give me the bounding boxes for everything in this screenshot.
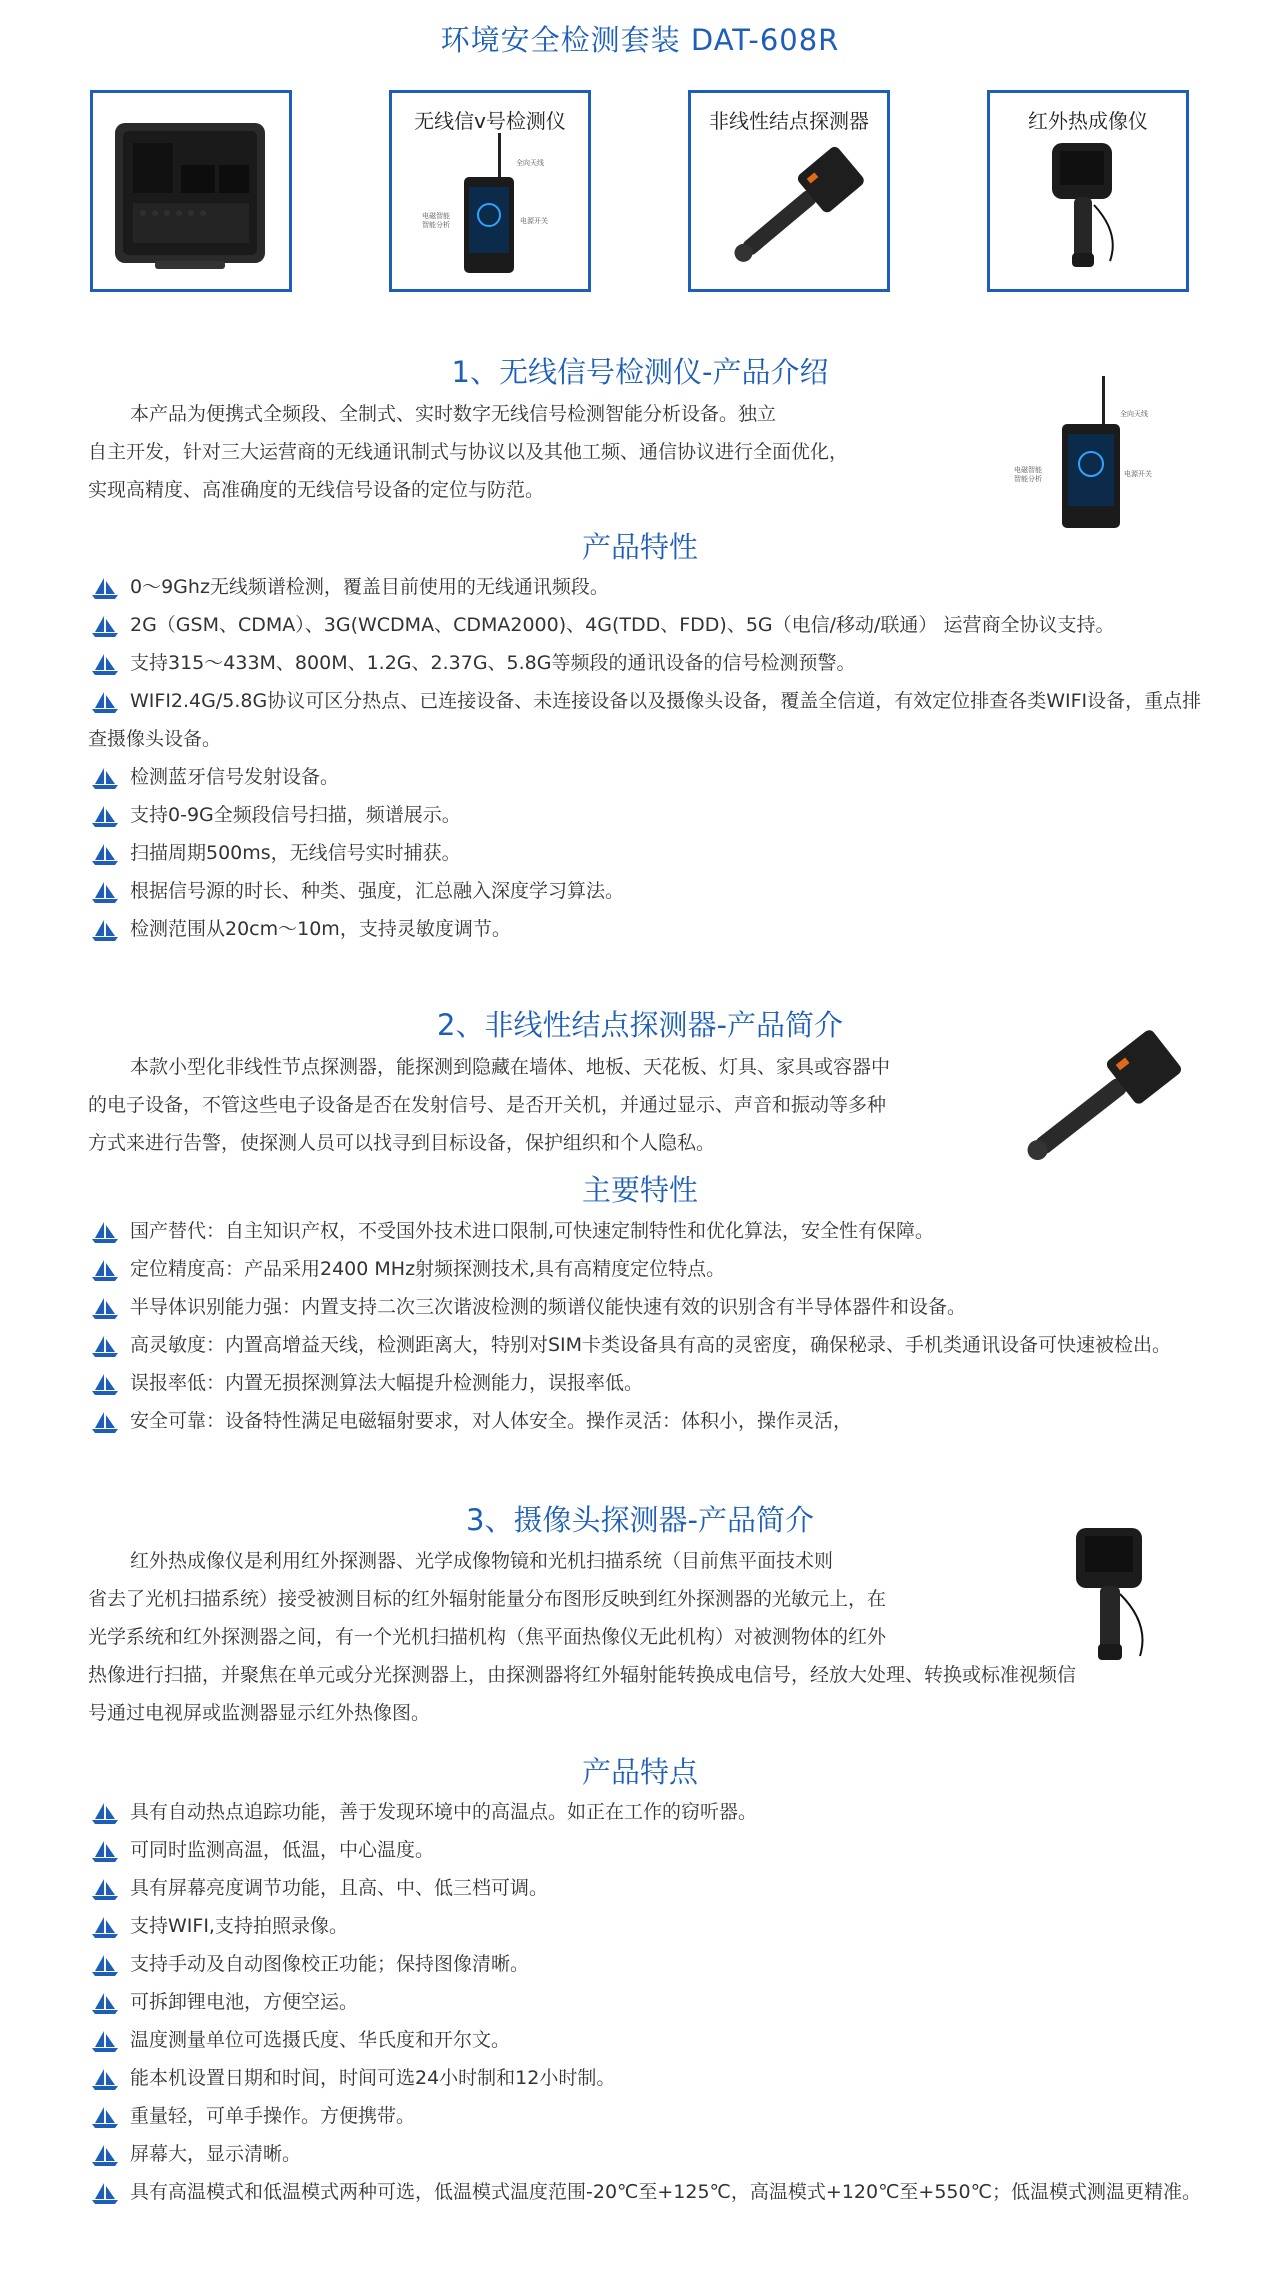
feature-item: 2G（GSM、CDMA）、3G(WCDMA、CDMA2000)、4G(TDD、FDD)、5G（电信/移动/联通） 运营商全协议支持。 [88, 606, 1208, 644]
intro-line: 光学系统和红外探测器之间，有一个光机扫描机构（焦平面热像仪无此机构）对被测物体的红外 [88, 1626, 887, 1648]
feature-item: 具有屏幕亮度调节功能，且高、中、低三档可调。 [88, 1869, 1208, 1907]
feature-item: 可同时监测高温，低温，中心温度。 [88, 1831, 1208, 1869]
section-2-intro [88, 1048, 890, 1162]
section-3-intro [88, 1542, 1076, 1732]
label-power: 电源开关 [520, 217, 548, 225]
feature-item: 支持315～433M、800M、1.2G、2.37G、5.8G等频段的通讯设备的信号检测预警。 [88, 644, 1208, 682]
feature-item: 支持WIFI,支持拍照录像。 [88, 1907, 1208, 1945]
sailboat-icon [88, 880, 122, 904]
nljd-photo [1010, 1020, 1190, 1160]
kit-case-image [93, 93, 289, 289]
intro-line: 红外热成像仪是利用红外探测器、光学成像物镜和光机扫描系统（目前焦平面技术则 [130, 1550, 834, 1572]
intro-line: 方式来进行告警，使探测人员可以找寻到目标设备，保护组织和个人隐私。 [88, 1132, 716, 1154]
feature-item: 高灵敏度：内置高增益天线，检测距离大，特别对SIM卡类设备具有高的灵密度，确保秘录、手机类通讯设备可快速被检出。 [88, 1326, 1208, 1364]
card-caption: 非线性结点探测器 [709, 109, 869, 133]
intro-line: 实现高精度、高准确度的无线信号设备的定位与防范。 [88, 479, 545, 501]
sailboat-icon [88, 1915, 122, 1939]
sailboat-icon [88, 1220, 122, 1244]
feature-item: 检测范围从20cm～10m，支持灵敏度调节。 [88, 910, 1208, 948]
feature-item: 温度测量单位可选摄氏度、华氏度和开尔文。 [88, 2021, 1208, 2059]
intro-line: 热像进行扫描，并聚焦在单元或分光探测器上，由探测器将红外辐射能转换成电信号，经放大处理、转换或标准视频信 [88, 1664, 1077, 1686]
feature-item: 扫描周期500ms，无线信号实时捕获。 [88, 834, 1208, 872]
sailboat-icon [88, 2143, 122, 2167]
label-analysis: 智能分析 [1014, 475, 1042, 483]
label-emag: 电磁智能 [422, 212, 450, 220]
feature-item: 具有自动热点追踪功能，善于发现环境中的高温点。如正在工作的窃听器。 [88, 1793, 1208, 1831]
sailboat-icon [88, 766, 122, 790]
section-1-subtitle: 产品特性 [581, 530, 698, 564]
section-3-subtitle: 产品特点 [581, 1755, 698, 1789]
intro-line: 自主开发，针对三大运营商的无线通讯制式与协议以及其他工频、通信协议进行全面优化， [88, 441, 849, 463]
sailboat-icon [88, 804, 122, 828]
label-power: 电源开关 [1124, 470, 1152, 478]
intro-line: 的电子设备，不管这些电子设备是否在发射信号、是否开关机，并通过显示、声音和振动等多种 [88, 1094, 887, 1116]
sailboat-icon [88, 1296, 122, 1320]
section-2-subtitle: 主要特性 [581, 1173, 698, 1207]
page-title: 环境安全检测套装 DAT-608R [440, 23, 840, 57]
label-antenna: 全向天线 [1120, 410, 1148, 418]
section-3-title: 3、摄像头探测器-产品简介 [466, 1503, 814, 1537]
card-thermal-imager [987, 90, 1189, 292]
sailboat-icon [88, 690, 122, 714]
card-kit-case [90, 90, 292, 292]
label-analysis: 智能分析 [422, 221, 450, 229]
section-3-features [88, 1793, 1208, 2211]
sailboat-icon [88, 1410, 122, 1434]
card-wireless-detector [389, 90, 591, 292]
feature-item: 具有高温模式和低温模式两种可选，低温模式温度范围-20℃至+125℃，高温模式+120℃至+550℃；低温模式测温更精准。 [88, 2173, 1208, 2211]
sailboat-icon [88, 2067, 122, 2091]
section-2-features [88, 1212, 1208, 1440]
section-1-title: 1、无线信号检测仪-产品介绍 [451, 355, 829, 389]
sailboat-icon [88, 652, 122, 676]
intro-line: 本款小型化非线性节点探测器，能探测到隐藏在墙体、地板、天花板、灯具、家具或容器中 [130, 1056, 891, 1078]
thermal-imager-photo [1058, 1520, 1178, 1670]
sailboat-icon [88, 842, 122, 866]
feature-item: 检测蓝牙信号发射设备。 [88, 758, 1208, 796]
sailboat-icon [88, 1991, 122, 2015]
sailboat-icon [88, 614, 122, 638]
feature-item: 定位精度高：产品采用2400 MHz射频探测技术,具有高精度定位特点。 [88, 1250, 1208, 1288]
section-1-features [88, 568, 1208, 948]
feature-item: WIFI2.4G/5.8G协议可区分热点、已连接设备、未连接设备以及摄像头设备，覆盖全信道，有效定位排查各类WIFI设备，重点排查摄像头设备。 [88, 690, 1202, 750]
feature-item: 0～9Ghz无线频谱检测，覆盖目前使用的无线通讯频段。 [88, 568, 1208, 606]
sailboat-icon [88, 1258, 122, 1282]
feature-item: 误报率低：内置无损探测算法大幅提升检测能力，误报率低。 [88, 1364, 1208, 1402]
card-nljd [688, 90, 890, 292]
wireless-detector-photo [1002, 372, 1182, 532]
feature-item: 屏幕大，显示清晰。 [88, 2135, 1208, 2173]
section-1-intro [88, 395, 848, 509]
sailboat-icon [88, 576, 122, 600]
sailboat-icon [88, 2029, 122, 2053]
feature-item: 半导体识别能力强：内置支持二次三次谐波检测的频谱仪能快速有效的识别含有半导体器件和设备。 [88, 1288, 1208, 1326]
intro-line: 本产品为便携式全频段、全制式、实时数字无线信号检测智能分析设备。独立 [130, 403, 777, 425]
sailboat-icon [88, 918, 122, 942]
feature-item: 重量轻，可单手操作。方便携带。 [88, 2097, 1208, 2135]
sailboat-icon [88, 1801, 122, 1825]
card-caption: 红外热成像仪 [1028, 109, 1148, 133]
label-antenna: 全向天线 [516, 159, 544, 167]
sailboat-icon [88, 1877, 122, 1901]
section-2-title: 2、非线性结点探测器-产品简介 [437, 1008, 843, 1042]
feature-item: 国产替代：自主知识产权，不受国外技术进口限制,可快速定制特性和优化算法，安全性有保障。 [88, 1212, 1208, 1250]
feature-item: 支持手动及自动图像校正功能；保持图像清晰。 [88, 1945, 1208, 1983]
intro-line: 省去了光机扫描系统）接受被测目标的红外辐射能量分布图形反映到红外探测器的光敏元上，在 [88, 1588, 887, 1610]
sailboat-icon [88, 2105, 122, 2129]
sailboat-icon [88, 1334, 122, 1358]
feature-item: 能本机设置日期和时间，时间可选24小时制和12小时制。 [88, 2059, 1208, 2097]
sailboat-icon [88, 2181, 122, 2205]
nljd-image [691, 93, 887, 289]
label-emag: 电磁智能 [1014, 466, 1042, 474]
feature-item: 可拆卸锂电池，方便空运。 [88, 1983, 1208, 2021]
wireless-detector-image [392, 93, 588, 289]
card-caption: 无线信v号检测仪 [414, 109, 566, 133]
feature-item: 安全可靠：设备特性满足电磁辐射要求，对人体安全。操作灵活：体积小，操作灵活， [88, 1402, 1208, 1440]
intro-line: 号通过电视屏或监测器显示红外热像图。 [88, 1702, 431, 1724]
sailboat-icon [88, 1372, 122, 1396]
feature-item: 根据信号源的时长、种类、强度，汇总融入深度学习算法。 [88, 872, 1208, 910]
thermal-imager-image [990, 93, 1186, 289]
feature-item: 支持0-9G全频段信号扫描，频谱展示。 [88, 796, 1208, 834]
sailboat-icon [88, 1839, 122, 1863]
sailboat-icon [88, 1953, 122, 1977]
